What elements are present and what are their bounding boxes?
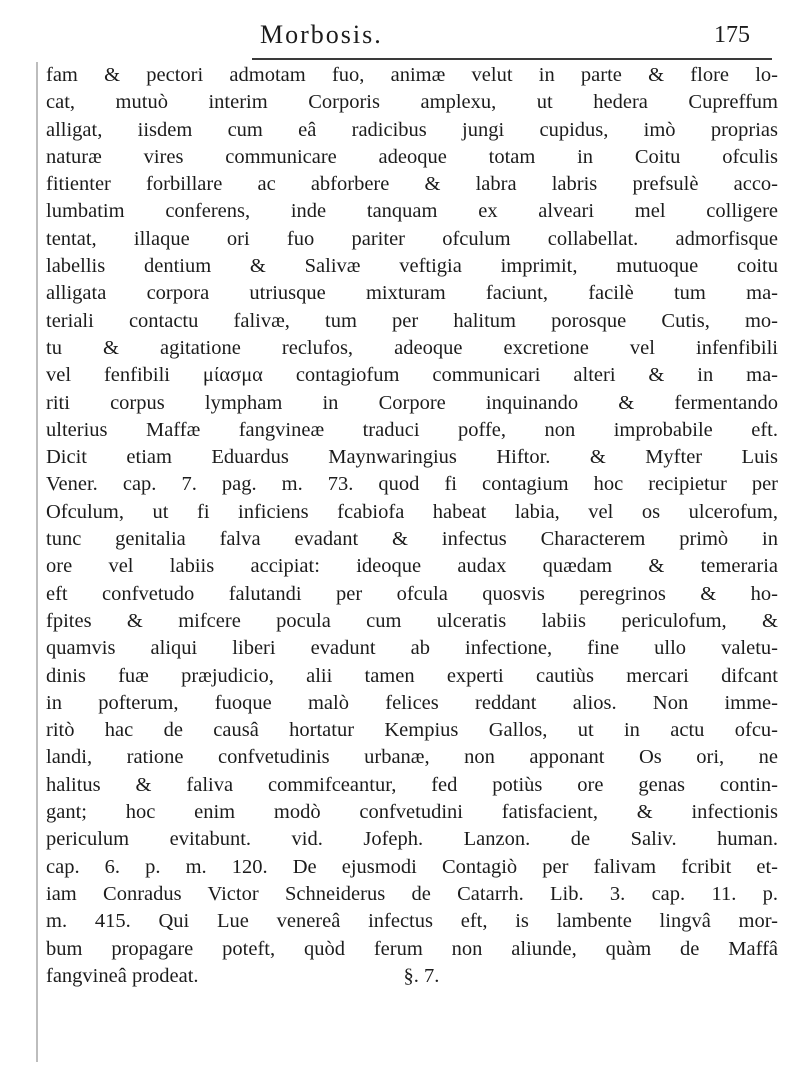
text-line: quamvis aliqui liberi evadunt ab infectione, fine ullo valetu- [46,637,778,660]
text-line: gant; hoc enim modò confvetudini fatisfacient, & infectionis [46,801,778,824]
text-line: landi, ratione confvetudinis urbanæ, non apponant Os ori, ne [46,746,778,769]
text-line: alligat, iisdem cum eâ radicibus jungi cupidus, imò proprias [46,118,778,141]
running-title: Morbosis. [260,20,383,49]
text-line: ore vel labiis accipiat: ideoque audax quædam & temeraria [46,555,778,578]
text-line: periculum evitabunt. vid. Jofeph. Lanzon. de Saliv. human. [46,828,778,851]
text-line: halitus & faliva commifceantur, fed potiùs ore genas contin- [46,773,778,796]
text-line: ulterius Maffæ fangvineæ traduci poffe, non improbabile eft. [46,418,778,441]
text-line: labellis dentium & Salivæ veftigia imprimit, mutuoque coitu [46,255,778,278]
text-line: Ofculum, ut fi inficiens fcabiofa habeat labia, vel os ulcerofum, [46,500,778,523]
text-line: alligata corpora utriusque mixturam faciunt, facilè tum ma- [46,282,778,305]
text-line: fitienter forbillare ac abforbere & labra labris prefsulè acco- [46,173,778,196]
text-line: Vener. cap. 7. pag. m. 73. quod fi contagium hoc recipietur per [46,473,778,496]
text-line: dinis fuæ præjudicio, alii tamen experti cautiùs mercari difcant [46,664,778,687]
text-line: riti corpus lympham in Corpore inquinando & fermentando [46,391,778,414]
text-line: eft confvetudo falutandi per ofcula quosvis peregrinos & ho- [46,582,778,605]
text-line: in pofterum, fuoque malò felices reddant alios. Non imme- [46,691,778,714]
header-rule [252,58,772,60]
text-line: Dicit etiam Eduardus Maynwaringius Hiftor. & Myfter Luis [46,446,778,469]
text-line: teriali contactu falivæ, tum per halitum porosque Cutis, mo- [46,309,778,332]
text-line-final: fangvineâ prodeat. §. 7. [46,964,440,987]
text-line: fam & pectori admotam fuo, animæ velut in parte & flore lo- [46,64,778,86]
text-line: tunc genitalia falva evadant & infectus Characterem primò in [46,528,778,551]
text-line: cap. 6. p. m. 120. De ejusmodi Contagiò per falivam fcribit et- [46,855,778,878]
page-number: 175 [714,22,750,48]
text-line: bum propagare poteft, quòd ferum non aliunde, quàm de Maffâ [46,937,778,960]
running-header [250,20,750,60]
text-line: tentat, illaque ori fuo pariter ofculum collabellat. admorfisque [46,227,778,250]
text-line: ritò hac de causâ hortatur Kempius Gallos, ut in actu ofcu- [46,719,778,742]
text-line: tu & agitatione reclufos, adeoque excretione vel infenfibili [46,336,778,359]
page-edge-shadow [36,62,38,1062]
body-text [46,62,778,990]
text-line: vel fenfibili μίασμα contagiofum communicari alteri & in ma- [46,364,778,387]
text-line: cat, mutuò interim Corporis amplexu, ut hedera Cupreffum [46,91,778,114]
text-line: naturæ vires communicare adeoque totam in Coitu ofculis [46,145,778,168]
text-line: lumbatim conferens, inde tanquam ex alveari mel colligere [46,200,778,223]
text-line: m. 415. Qui Lue venereâ infectus eft, is lambente lingvâ mor- [46,910,778,933]
text-line: iam Conradus Victor Schneiderus de Catarrh. Lib. 3. cap. 11. p. [46,882,778,905]
text-line: fpites & mifcere pocula cum ulceratis labiis periculofum, & [46,609,778,632]
